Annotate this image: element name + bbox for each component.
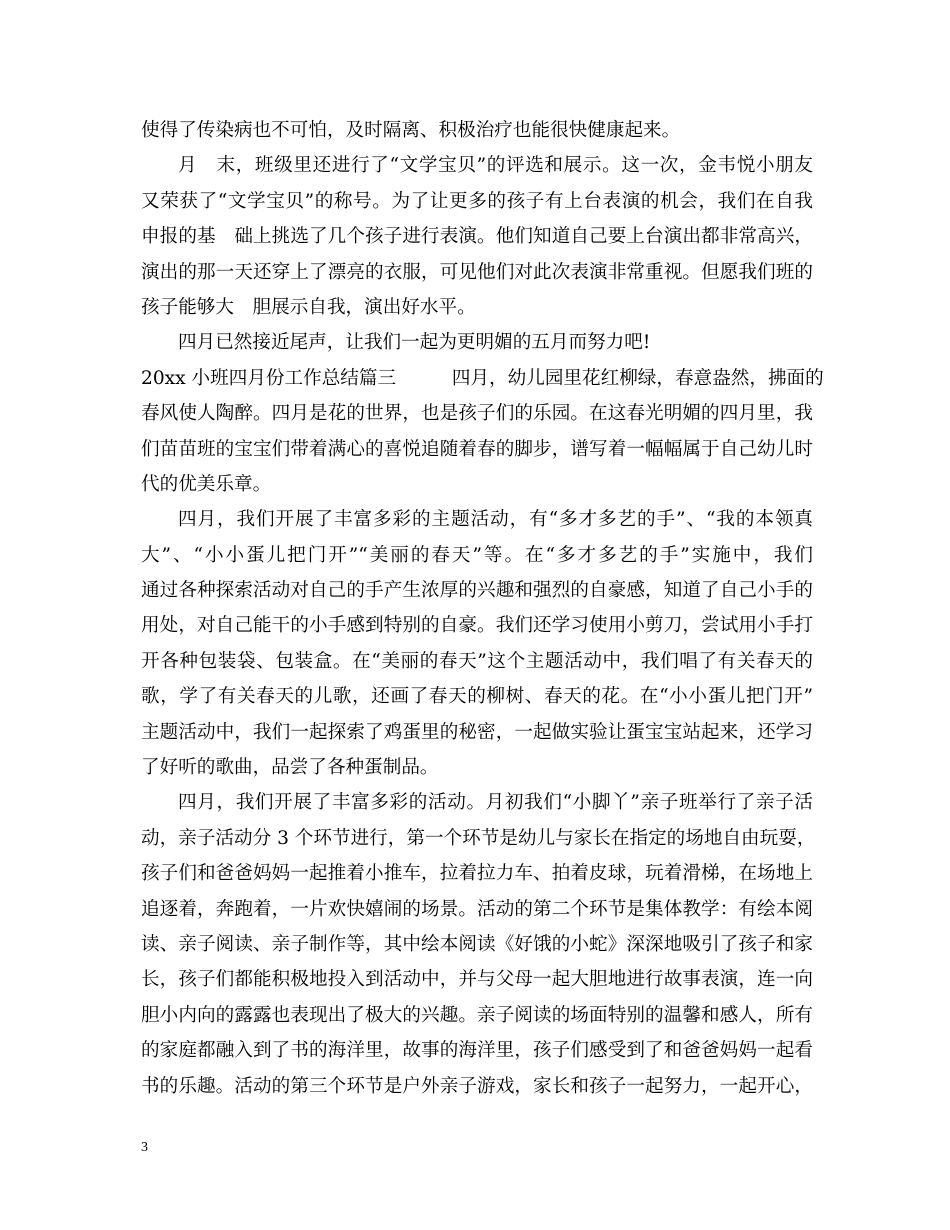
text-line: 演出的那一天还穿上了漂亮的衣服，可见他们对此次表演非常重视。但愿我们班的 [141,261,813,283]
text-line: 读、亲子阅读、亲子制作等，其中绘本阅读《好饿的小蛇》深深地吸引了孩子和家 [141,933,813,955]
text-line: 使得了传染病也不可怕，及时隔离、积极治疗也能很快健康起来。 [141,120,681,141]
text-line: 长，孩子们都能积极地投入到活动中，并与父母一起大胆地进行故事表演，连一向 [141,969,813,991]
page-number: 3 [141,1140,148,1155]
text-line: 开各种包装袋、包装盒。在“美丽的春天”这个主题活动中，我们唱了有关春天的 [141,650,813,672]
text-line: 大”、“小小蛋儿把门开”“美丽的春天”等。在“多才多艺的手”实施中，我们 [141,544,813,566]
text-line: 了好听的歌曲，品尝了各种蛋制品。 [141,757,439,779]
text-line: 通过各种探索活动对自己的手产生浓厚的兴趣和强烈的自豪感，知道了自己小手的 [141,580,813,602]
text-line: 月 末，班级里还进行了“文学宝贝”的评选和展示。这一次，金韦悦小朋友 [178,155,813,177]
body-text [141,113,824,1104]
text-line: 春风使人陶醉。四月是花的世界，也是孩子们的乐园。在这春光明媚的四月里，我 [141,403,813,425]
text-line: 孩子们和爸爸妈妈一起推着小推车，拉着拉力车、拍着皮球，玩着滑梯，在场地上 [141,863,813,885]
text-line: 们苗苗班的宝宝们带着满心的喜悦追随着春的脚步，谱写着一幅幅属于自己幼儿时 [141,438,813,460]
text-line: 主题活动中，我们一起探索了鸡蛋里的秘密，一起做实验让蛋宝宝站起来，还学习 [141,721,813,743]
text-line: 书的乐趣。活动的第三个环节是户外亲子游戏，家长和孩子一起努力，一起开心， [141,1075,813,1097]
text-line: 动，亲子活动分 3 个环节进行，第一个环节是幼儿与家长在指定的场地自由玩耍， [141,827,816,849]
text-line: 胆小内向的露露也表现出了极大的兴趣。亲子阅读的场面特别的温馨和感人，所有 [141,1004,813,1026]
text-line: 四月，我们开展了丰富多彩的活动。月初我们“小脚丫”亲子班举行了亲子活 [178,792,813,814]
text-line: 用处，对自己能干的小手感到特别的自豪。我们还学习使用小剪刀，尝试用小手打 [141,615,813,637]
text-line: 的家庭都融入到了书的海洋里，故事的海洋里，孩子们感受到了和爸爸妈妈一起看 [141,1040,813,1062]
text-line: 20xx 小班四月份工作总结篇三 四月，幼儿园里花红柳绿，春意盎然，拂面的 [141,367,824,389]
text-line: 四月，我们开展了丰富多彩的主题活动，有“多才多艺的手”、“我的本领真 [178,509,813,531]
text-line: 申报的基 础上挑选了几个孩子进行表演。他们知道自己要上台演出都非常高兴， [141,226,813,248]
text-line: 又荣获了“文学宝贝”的称号。为了让更多的孩子有上台表演的机会，我们在自我 [141,190,813,212]
text-line: 四月已然接近尾声，让我们一起为更明媚的五月而努力吧! [178,332,651,354]
text-line: 代的优美乐章。 [141,473,272,495]
text-line: 追逐着，奔跑着，一片欢快嬉闹的场景。活动的第二个环节是集体教学：有绘本阅 [141,898,813,920]
text-line: 孩子能够大 胆展示自我，演出好水平。 [141,296,476,318]
text-line: 歌，学了有关春天的儿歌，还画了春天的柳树、春天的花。在“小小蛋儿把门开” [141,686,813,708]
